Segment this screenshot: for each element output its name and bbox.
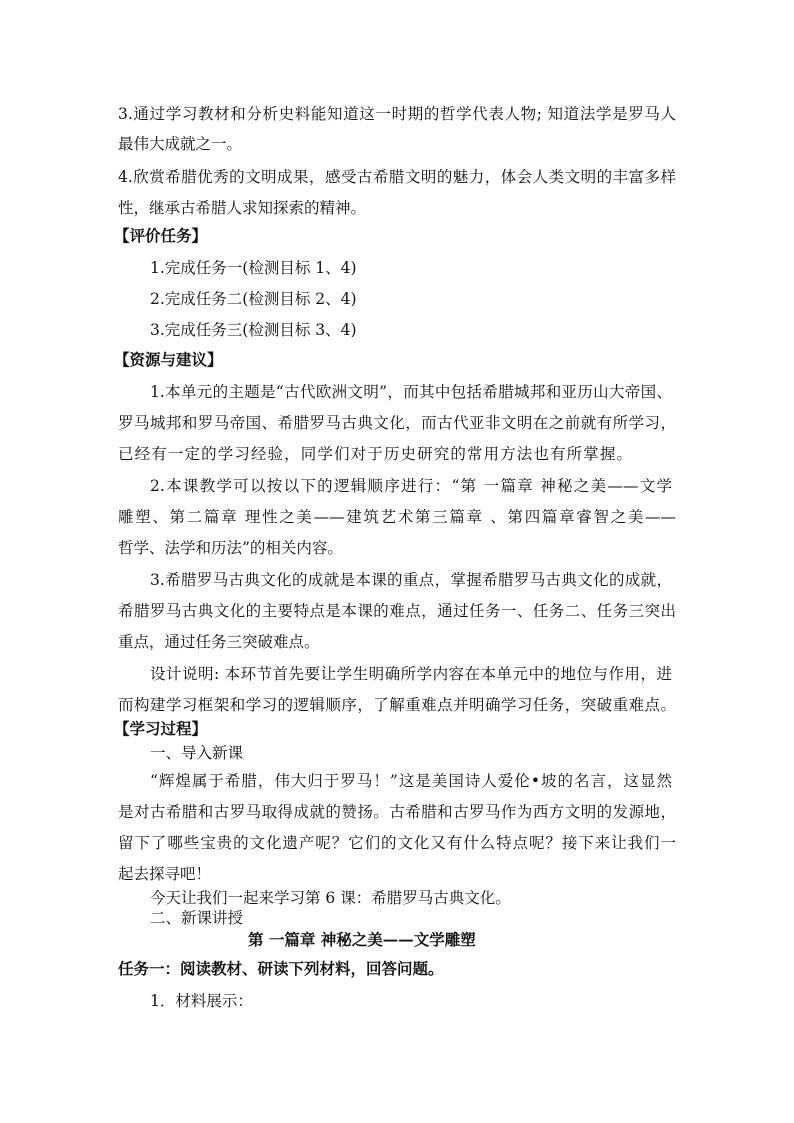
resource-3-line-3: 重点，通过任务三突破难点。 bbox=[118, 633, 320, 651]
chapter-title: 第 一篇章 神秘之美——文学雕塑 bbox=[248, 930, 476, 949]
evaluation-item: 2.完成任务二(检测目标 2、4) bbox=[150, 290, 357, 308]
intro-line-3: 留下了哪些宝贵的文化遗产呢？它们的文化又有什么特点呢？接下来让我们一 bbox=[118, 834, 676, 852]
goal-4-line-1: 4.欣赏希腊优秀的文明成果，感受古希腊文明的魅力，体会人类文明的丰富多样 bbox=[118, 168, 676, 186]
resource-1-line-1: 1.本单元的主题是“古代欧洲文明”，而其中包括希腊城邦和亚历山大帝国、 bbox=[150, 383, 672, 401]
resource-1-line-2: 罗马城邦和罗马帝国、希腊罗马古典文化，而古代亚非文明在之前就有所学习， bbox=[118, 414, 676, 432]
intro-line-1: “辉煌属于希腊，伟大归于罗马！”这是美国诗人爱伦•坡的名言，这显然 bbox=[150, 772, 672, 790]
goal-3-line-1: 3.通过学习教材和分析史料能知道这一时期的哲学代表人物; 知道法学是罗马人 bbox=[118, 105, 676, 123]
resources-heading: 【资源与建议】 bbox=[114, 350, 223, 369]
evaluation-heading: 【评价任务】 bbox=[114, 226, 208, 245]
resource-3-line-1: 3.希腊罗马古典文化的成就是本课的重点，掌握希腊罗马古典文化的成就， bbox=[150, 571, 672, 589]
resource-1-line-3: 已经有一定的学习经验，同学们对于历史研究的常用方法也有所掌握。 bbox=[118, 445, 632, 463]
today-lesson: 今天让我们一起来学习第 6 课：希腊罗马古典文化。 bbox=[150, 889, 511, 907]
evaluation-item: 3.完成任务三(检测目标 3、4) bbox=[150, 321, 357, 339]
step-1-title: 一、导入新课 bbox=[150, 744, 244, 762]
goal-4-line-2: 性，继承古希腊人求知探索的精神。 bbox=[118, 199, 367, 217]
goal-3-line-2: 最伟大成就之一。 bbox=[118, 135, 243, 153]
material-label: 1．材料展示： bbox=[150, 992, 253, 1010]
design-note-line-2: 而构建学习框架和学习的逻辑顺序，了解重难点并明确学习任务，突破重难点。 bbox=[118, 696, 676, 714]
intro-line-4: 起去探寻吧！ bbox=[118, 865, 212, 883]
evaluation-item: 1.完成任务一(检测目标 1、4) bbox=[150, 259, 357, 277]
resource-2-line-2: 雕塑、第二篇章 理性之美——建筑艺术第三篇章 、第四篇章睿智之美—— bbox=[118, 508, 676, 526]
task-1-title: 任务一：阅读教材、研读下列材料，回答问题。 bbox=[118, 959, 444, 978]
design-note-line-1: 设计说明: 本环节首先要让学生明确所学内容在本单元中的地位与作用，进 bbox=[150, 665, 672, 683]
resource-2-line-1: 2.本课教学可以按以下的逻辑顺序进行：“第 一篇章 神秘之美——文学 bbox=[150, 477, 672, 495]
process-heading: 【学习过程】 bbox=[114, 719, 208, 738]
step-2-title: 二、新课讲授 bbox=[150, 909, 244, 927]
resource-2-line-3: 哲学、法学和历法”的相关内容。 bbox=[118, 539, 343, 557]
resource-3-line-2: 希腊罗马古典文化的主要特点是本课的难点，通过任务一、任务二、任务三突出 bbox=[118, 602, 676, 620]
intro-line-2: 是对古希腊和古罗马取得成就的赞扬。古希腊和古罗马作为西方文明的发源地， bbox=[118, 803, 676, 821]
